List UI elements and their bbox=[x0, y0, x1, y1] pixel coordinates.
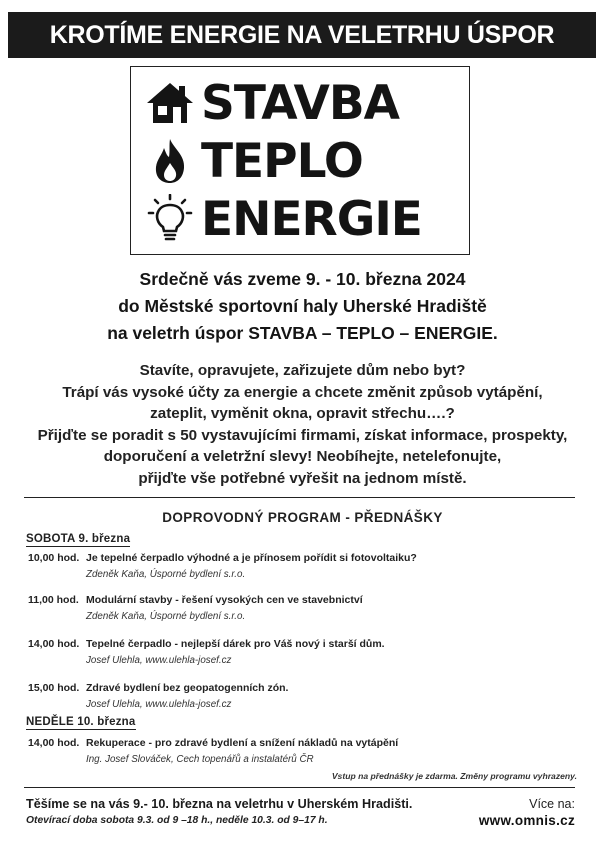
divider bbox=[24, 497, 575, 498]
talk-time: 14,00 hod. bbox=[28, 638, 80, 650]
talk-time: 10,00 hod. bbox=[28, 552, 80, 564]
talk-time: 15,00 hod. bbox=[28, 682, 80, 694]
talk-speaker: Zdeněk Kaňa, Úsporné bydlení s.r.o. bbox=[86, 569, 246, 580]
venue-name: Městské sportovní haly Uherské Hradiště bbox=[144, 296, 487, 316]
talk-title: Rekuperace - pro zdravé bydlení a snížení nákladů na vytápění bbox=[86, 737, 399, 749]
more-info-label: Více na: bbox=[529, 797, 575, 811]
day-heading-saturday: SOBOTA 9. března bbox=[26, 533, 131, 545]
flame-icon bbox=[145, 136, 195, 186]
talk-title: Je tepelné čerpadlo výhodné a je přínosem pořídit si fotovoltaiku? bbox=[86, 552, 417, 564]
intro-line: zateplit, vyměnit okna, opravit střechu….? bbox=[150, 405, 455, 422]
intro-line: Přijďte se poradit s 50 vystavujícími firmami, získat informace, prospekty, bbox=[37, 426, 568, 444]
logo-box bbox=[130, 66, 470, 255]
program-note: Vstup na přednášky je zdarma. Změny programu vyhrazeny. bbox=[331, 771, 577, 781]
intro-paragraph bbox=[20, 360, 585, 489]
talk-speaker: Josef Ulehla, www.ulehla-josef.cz bbox=[86, 655, 232, 666]
intro-line: Stavíte, opravujete, zařizujete dům nebo byt? bbox=[139, 362, 466, 379]
invite-line-3: na veletrh úspor STAVBA – TEPLO – ENERGIE. bbox=[107, 323, 498, 343]
logo-word-energie: ENERGIE bbox=[201, 191, 422, 247]
logo-row-energie bbox=[145, 191, 422, 247]
day-heading-sunday: NEDĚLE 10. března bbox=[26, 716, 136, 728]
logo-word-teplo: TEPLO bbox=[201, 133, 363, 189]
opening-hours: Otevírací doba sobota 9.3. od 9 –18 h., neděle 10.3. od 9–17 h. bbox=[26, 815, 328, 826]
intro-line: přijďte vše potřebné vyřešit na jednom místě. bbox=[138, 469, 467, 487]
talk-title: Zdravé bydlení bez geopatogenních zón. bbox=[86, 682, 289, 694]
talk-title: Tepelné čerpadlo - nejlepší dárek pro Váš nový i starší dům. bbox=[86, 638, 385, 650]
talk-title: Modulární stavby - řešení vysokých cen ve stavebnictví bbox=[86, 594, 363, 606]
talk-speaker: Zdeněk Kaňa, Úsporné bydlení s.r.o. bbox=[86, 611, 246, 622]
intro-line: doporučení a veletržní slevy! Neobíhejte, netelefonujte, bbox=[103, 448, 502, 465]
invitation-text bbox=[0, 266, 605, 347]
event-dates: 9. - 10. března 2024 bbox=[305, 269, 466, 289]
house-icon bbox=[145, 78, 195, 128]
event-name: STAVBA – TEPLO – ENERGIE. bbox=[248, 323, 498, 343]
talk-speaker: Josef Ulehla, www.ulehla-josef.cz bbox=[86, 699, 232, 710]
talk-time: 14,00 hod. bbox=[28, 737, 80, 749]
invite-line-1: Srdečně vás zveme 9. - 10. března 2024 bbox=[139, 269, 466, 289]
divider bbox=[24, 787, 575, 788]
logo-word-stavba: STAVBA bbox=[201, 75, 400, 131]
program-title: DOPROVODNÝ PROGRAM - PŘEDNÁŠKY bbox=[162, 510, 443, 525]
logo-row-stavba bbox=[145, 75, 399, 131]
website-link[interactable]: www.omnis.cz bbox=[478, 813, 575, 828]
banner-title: KROTÍME ENERGIE NA VELETRHU ÚSPOR bbox=[8, 12, 596, 58]
invite-line-2: do Městské sportovní haly Uherské Hradiště bbox=[118, 296, 487, 316]
footer-message: Těšíme se na vás 9.- 10. března na veletrhu v Uherském Hradišti. bbox=[26, 797, 413, 811]
lightbulb-icon bbox=[145, 194, 195, 244]
talk-speaker: Ing. Josef Slováček, Cech topenářů a instalatérů ČR bbox=[86, 754, 314, 765]
talk-time: 11,00 hod. bbox=[28, 594, 79, 606]
logo-row-teplo bbox=[145, 133, 363, 189]
intro-line: Trápí vás vysoké účty za energie a chcete změnit způsob vytápění, bbox=[62, 383, 543, 401]
